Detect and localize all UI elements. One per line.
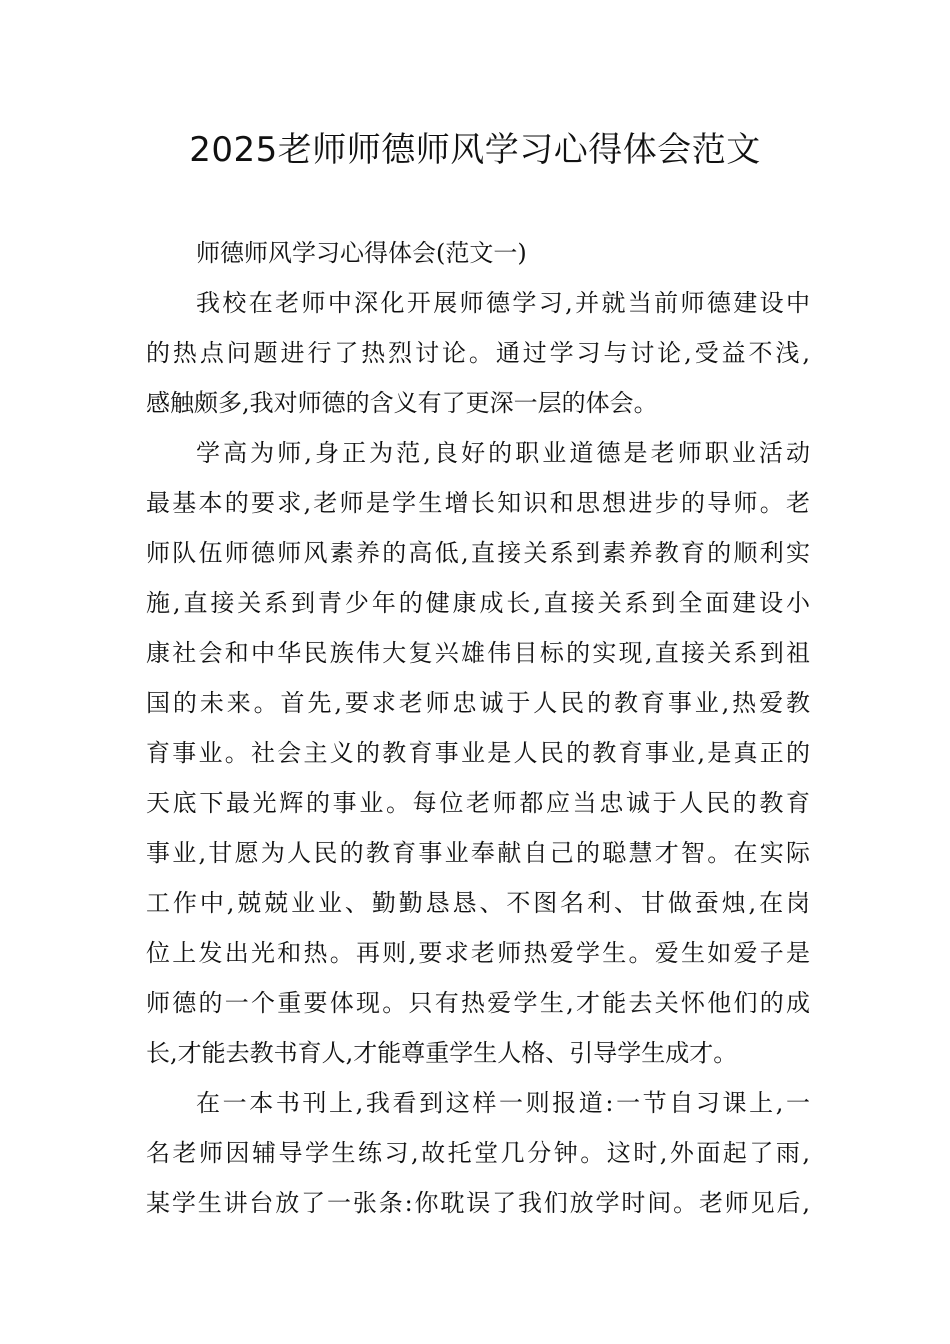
paragraph-line: 长,才能去教书育人,才能尊重学生人格、引导学生成才。 (146, 1039, 738, 1067)
paragraph-line: 名老师因辅导学生练习,故托堂几分钟。这时,外面起了雨, (146, 1139, 810, 1167)
paragraph-line: 在一本书刊上,我看到这样一则报道:一节自习课上,一 (196, 1089, 810, 1117)
paragraph-line: 我校在老师中深化开展师德学习,并就当前师德建设中 (196, 289, 810, 317)
paragraph-line: 的热点问题进行了热烈讨论。通过学习与讨论,受益不浅, (146, 339, 810, 367)
paragraph-line: 事业,甘愿为人民的教育事业奉献自己的聪慧才智。在实际 (146, 839, 810, 867)
paragraph-line: 国的未来。首先,要求老师忠诚于人民的教育事业,热爱教 (146, 689, 810, 717)
paragraph-line: 感触颇多,我对师德的含义有了更深一层的体会。 (146, 389, 658, 417)
paragraph-line: 位上发出光和热。再则,要求老师热爱学生。爱生如爱子是 (146, 939, 810, 967)
paragraph-line: 工作中,兢兢业业、勤勤恳恳、不图名利、甘做蚕烛,在岗 (146, 889, 810, 917)
section-heading: 师德师风学习心得体会(范文一) (196, 239, 527, 267)
paragraph-line: 康社会和中华民族伟大复兴雄伟目标的实现,直接关系到祖 (146, 639, 810, 667)
paragraph-line: 最基本的要求,老师是学生增长知识和思想进步的导师。老 (146, 489, 810, 517)
paragraph-line: 学高为师,身正为范,良好的职业道德是老师职业活动 (196, 439, 810, 467)
paragraph-line: 天底下最光辉的事业。每位老师都应当忠诚于人民的教育 (146, 789, 810, 817)
paragraph-line: 某学生讲台放了一张条:你耽误了我们放学时间。老师见后, (146, 1189, 810, 1217)
document-title: 2025老师师德师风学习心得体会范文 (189, 130, 761, 170)
document-body (146, 228, 810, 1228)
paragraph-line: 师德的一个重要体现。只有热爱学生,才能去关怀他们的成 (146, 989, 810, 1017)
paragraph-line: 师队伍师德师风素养的高低,直接关系到素养教育的顺利实 (146, 539, 810, 567)
paragraph-line: 施,直接关系到青少年的健康成长,直接关系到全面建设小 (146, 589, 810, 617)
paragraph-line: 育事业。社会主义的教育事业是人民的教育事业,是真正的 (146, 739, 810, 767)
